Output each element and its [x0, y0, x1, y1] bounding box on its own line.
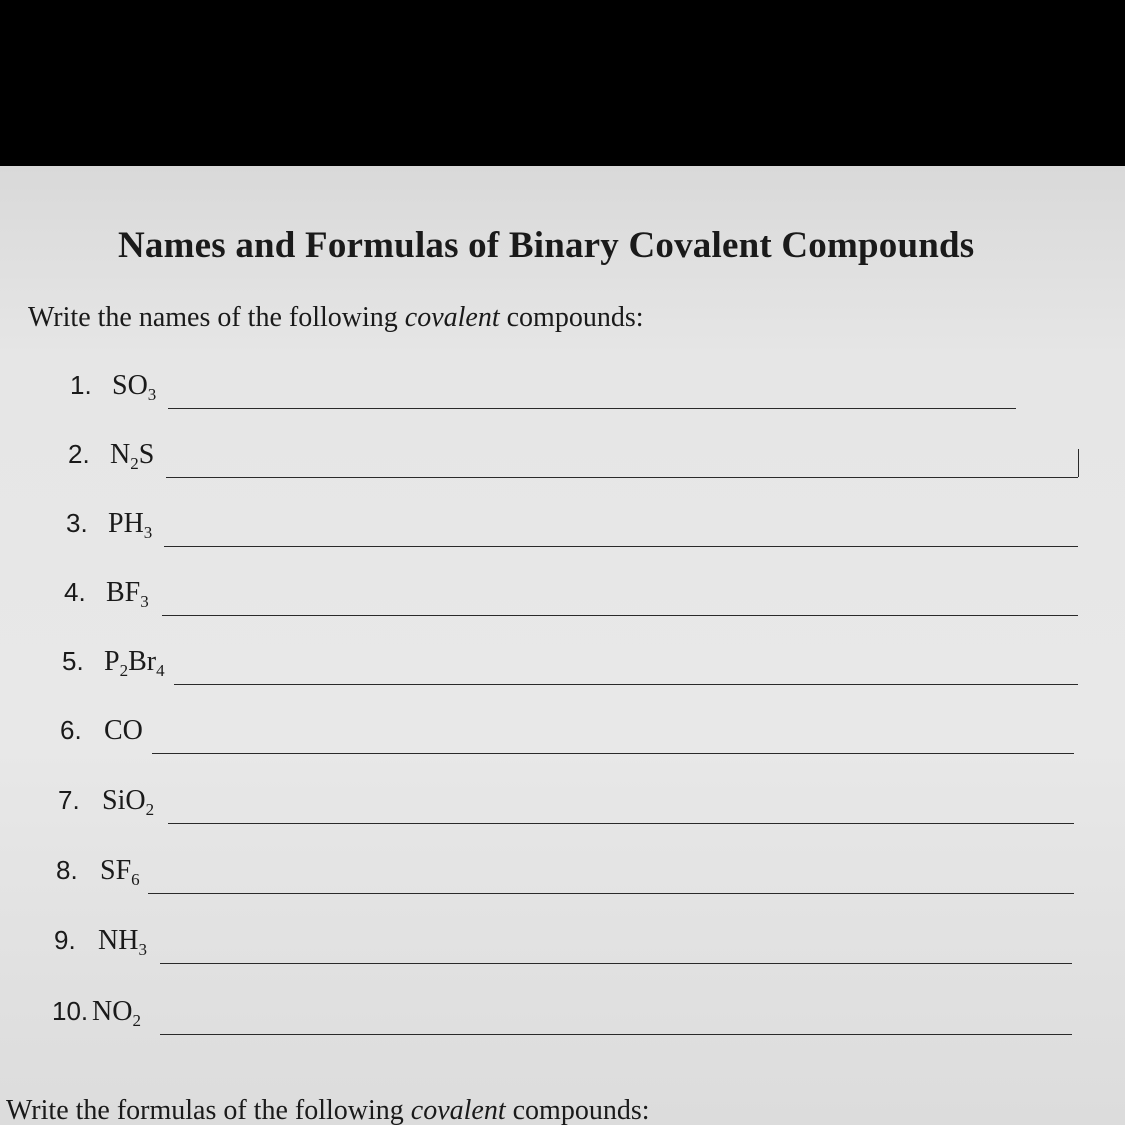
answer-line[interactable]	[164, 546, 1078, 547]
formula-element: S	[138, 439, 155, 470]
names-instructions-emphasis: covalent	[404, 302, 500, 333]
formulas-instructions-end: compounds:	[505, 1095, 650, 1125]
question-number: 7.	[58, 785, 80, 815]
formulas-instructions	[6, 1095, 650, 1125]
question-item	[0, 646, 1125, 706]
formula-element: SF	[100, 855, 132, 886]
question-item	[0, 370, 1125, 430]
question-number: 9.	[54, 925, 76, 955]
chemical-formula	[106, 577, 149, 609]
formula-subscript: 2	[119, 661, 129, 680]
chemical-formula	[100, 855, 140, 887]
answer-line[interactable]	[162, 615, 1078, 616]
answer-line[interactable]	[148, 893, 1074, 894]
question-number: 3.	[66, 508, 88, 538]
worksheet-page	[0, 166, 1125, 1125]
answer-field-edge	[1078, 449, 1079, 477]
formula-subscript: 3	[143, 523, 153, 542]
formula-element: NO	[92, 996, 133, 1027]
answer-line[interactable]	[166, 477, 1078, 478]
chemical-formula	[98, 925, 147, 957]
chemical-formula	[92, 996, 141, 1028]
chemical-formula	[104, 715, 143, 747]
question-item	[0, 508, 1125, 568]
formulas-instructions-text: Write the formulas of the following	[6, 1095, 411, 1125]
question-number: 2.	[68, 439, 90, 469]
formula-subscript: 6	[131, 870, 140, 889]
question-number: 10.	[52, 996, 89, 1026]
question-item	[0, 715, 1125, 775]
formula-subscript: 3	[138, 940, 147, 959]
answer-line[interactable]	[168, 823, 1074, 824]
answer-line[interactable]	[160, 963, 1072, 964]
formula-element: PH	[108, 508, 144, 539]
question-item	[0, 996, 1125, 1056]
formula-element: BF	[106, 577, 141, 608]
formula-subscript: 3	[140, 592, 149, 611]
names-instructions-end: compounds:	[499, 302, 644, 333]
formula-subscript: 3	[147, 385, 157, 404]
question-item	[0, 855, 1125, 915]
question-number: 1.	[70, 370, 92, 400]
question-number: 6.	[60, 715, 82, 745]
question-item	[0, 577, 1125, 637]
formula-subscript: 2	[145, 800, 155, 819]
question-item	[0, 925, 1125, 985]
formula-element: CO	[104, 715, 143, 746]
formula-element: SO	[112, 370, 148, 401]
question-number: 5.	[62, 646, 84, 676]
answer-line[interactable]	[160, 1034, 1072, 1035]
question-number: 8.	[56, 855, 78, 885]
formula-element: P	[104, 646, 120, 677]
chemical-formula	[108, 508, 152, 540]
formulas-instructions-emphasis: covalent	[410, 1095, 506, 1125]
answer-line[interactable]	[168, 408, 1016, 409]
formula-element: N	[110, 439, 131, 470]
names-instructions	[28, 302, 644, 334]
chemical-formula	[112, 370, 156, 402]
worksheet-title: Names and Formulas of Binary Covalent Compounds	[118, 225, 975, 266]
chemical-formula	[110, 439, 154, 471]
formula-element: NH	[98, 925, 139, 956]
formula-subscript: 2	[132, 1011, 141, 1030]
chemical-formula	[104, 646, 165, 678]
answer-line[interactable]	[174, 684, 1078, 685]
formula-subscript: 4	[156, 661, 165, 680]
formula-element: SiO	[102, 785, 146, 816]
dark-background	[0, 0, 1125, 166]
question-item	[0, 785, 1125, 845]
answer-line[interactable]	[152, 753, 1074, 754]
formula-element: Br	[128, 646, 157, 677]
formula-subscript: 2	[130, 454, 139, 473]
names-instructions-text: Write the names of the following	[28, 302, 405, 333]
chemical-formula	[102, 785, 154, 817]
question-number: 4.	[64, 577, 86, 607]
question-item	[0, 439, 1125, 499]
